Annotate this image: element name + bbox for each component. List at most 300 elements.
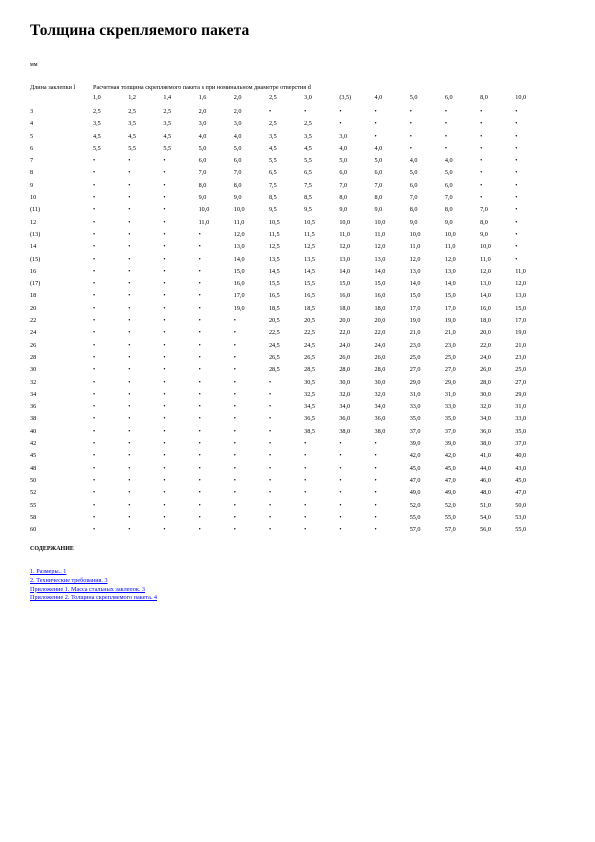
thickness-cell: • bbox=[128, 390, 131, 398]
thickness-cell: 22,5 bbox=[304, 329, 315, 337]
thickness-cell: 20,5 bbox=[268, 317, 280, 325]
thickness-cell: • bbox=[93, 292, 96, 300]
table-row bbox=[30, 278, 550, 290]
thickness-cell: • bbox=[198, 230, 201, 238]
thickness-cell: 19,0 bbox=[409, 317, 421, 325]
diameter-header-cell: 3,0 bbox=[304, 94, 312, 101]
thickness-cell: 19,0 bbox=[515, 329, 527, 337]
thickness-cell: • bbox=[93, 403, 96, 411]
thickness-cell: 29,0 bbox=[515, 390, 527, 398]
table-row bbox=[30, 352, 550, 364]
thickness-cell: • bbox=[198, 476, 201, 484]
thickness-cell: • bbox=[163, 169, 166, 177]
thickness-cell: 2,5 bbox=[268, 120, 277, 128]
thickness-cell: 40,0 bbox=[515, 452, 527, 460]
thickness-cell: • bbox=[515, 144, 518, 152]
thickness-cell: • bbox=[93, 230, 96, 238]
thickness-cell: • bbox=[198, 415, 201, 423]
thickness-cell: 12,5 bbox=[268, 243, 280, 251]
thickness-cell: • bbox=[198, 501, 201, 509]
thickness-cell: 8,0 bbox=[233, 181, 242, 189]
thickness-cell: • bbox=[268, 476, 272, 484]
thickness-cell: 8,0 bbox=[480, 218, 488, 226]
thickness-cell: • bbox=[480, 132, 483, 140]
thickness-cell: • bbox=[339, 526, 342, 534]
thickness-cell: 20,0 bbox=[374, 317, 386, 325]
rivet-length-cell: 32 bbox=[30, 378, 37, 386]
rivet-length-cell: 18 bbox=[30, 292, 37, 300]
rivet-length-cell: 6 bbox=[30, 144, 34, 152]
thickness-cell: • bbox=[339, 440, 342, 448]
thickness-cell: • bbox=[374, 501, 377, 509]
thickness-cell: 21,0 bbox=[409, 329, 421, 337]
thickness-cell: 23,0 bbox=[515, 353, 527, 361]
rivet-length-cell: 22 bbox=[30, 317, 37, 325]
length-header: Длина заклепки l bbox=[30, 84, 76, 91]
thickness-cell: 15,0 bbox=[409, 292, 421, 300]
rivet-length-cell: 24 bbox=[30, 329, 37, 337]
thickness-cell: 4,5 bbox=[268, 144, 277, 152]
thickness-cell: 30,0 bbox=[480, 390, 491, 398]
thickness-cell: 6,0 bbox=[409, 181, 418, 189]
rivet-length-cell: 4 bbox=[30, 120, 34, 128]
thickness-cell: 56,0 bbox=[480, 526, 491, 534]
thickness-cell: 17,0 bbox=[444, 304, 456, 312]
thickness-cell: 47,0 bbox=[444, 476, 456, 484]
thickness-cell: 34,0 bbox=[480, 415, 491, 423]
thickness-cell: 47,0 bbox=[515, 489, 527, 497]
thickness-cell: • bbox=[163, 157, 166, 165]
thickness-cell: • bbox=[128, 403, 131, 411]
thickness-cell: • bbox=[198, 440, 201, 448]
rivet-length-cell: 38 bbox=[30, 415, 37, 423]
thickness-cell: 6,5 bbox=[304, 169, 312, 177]
thickness-cell: 3,0 bbox=[233, 120, 242, 128]
table-row bbox=[30, 204, 550, 216]
toc-link[interactable]: 2. Технические требования. 3 bbox=[30, 576, 108, 584]
table-row bbox=[30, 364, 550, 376]
table-row bbox=[30, 450, 550, 462]
thickness-cell: • bbox=[233, 317, 236, 325]
thickness-cell: 17,0 bbox=[515, 317, 527, 325]
thickness-cell: 37,0 bbox=[515, 440, 527, 448]
thickness-cell: 55,0 bbox=[444, 513, 456, 521]
thickness-cell: • bbox=[339, 476, 342, 484]
thickness-cell: • bbox=[93, 390, 96, 398]
thickness-cell: • bbox=[93, 194, 96, 202]
thickness-cell: • bbox=[163, 390, 166, 398]
thickness-cell: 7,0 bbox=[444, 194, 453, 202]
thickness-cell: 13,0 bbox=[233, 243, 245, 251]
thickness-cell: 26,5 bbox=[304, 353, 315, 361]
thickness-cell: • bbox=[128, 452, 131, 460]
table-row bbox=[30, 524, 550, 536]
thickness-cell: 16,0 bbox=[233, 280, 245, 288]
thickness-cell: • bbox=[268, 108, 272, 115]
thickness-cell: 16,5 bbox=[304, 292, 315, 300]
thickness-cell: 35,0 bbox=[409, 415, 421, 423]
rivet-length-cell: 58 bbox=[30, 513, 37, 521]
thickness-cell: • bbox=[233, 353, 236, 361]
thickness-cell: 28,0 bbox=[480, 378, 491, 386]
thickness-cell: • bbox=[163, 378, 166, 386]
thickness-cell: 26,0 bbox=[374, 353, 386, 361]
thickness-cell: 7,0 bbox=[374, 181, 383, 189]
thickness-cell: • bbox=[93, 476, 96, 484]
table-row bbox=[30, 254, 550, 266]
thickness-cell: 8,5 bbox=[268, 194, 277, 202]
thickness-cell: 24,0 bbox=[339, 341, 351, 349]
thickness-cell: 9,0 bbox=[233, 194, 242, 202]
thickness-cell: 34,0 bbox=[339, 403, 351, 411]
thickness-cell: 24,0 bbox=[480, 353, 491, 361]
thickness-cell: • bbox=[93, 206, 96, 214]
thickness-cell: • bbox=[163, 513, 166, 521]
thickness-cell: • bbox=[93, 526, 96, 534]
thickness-cell: • bbox=[163, 341, 166, 349]
thickness-cell: 7,0 bbox=[198, 169, 207, 177]
thickness-cell: • bbox=[268, 378, 272, 386]
thickness-cell: 38,5 bbox=[304, 427, 315, 435]
thickness-cell: 51,0 bbox=[480, 501, 491, 509]
thickness-cell: 22,0 bbox=[374, 329, 386, 337]
thickness-cell: • bbox=[233, 501, 236, 509]
thickness-cell: 15,0 bbox=[374, 280, 386, 288]
thickness-cell: • bbox=[198, 427, 201, 435]
table-row bbox=[30, 241, 550, 253]
thickness-cell: • bbox=[93, 329, 96, 337]
thickness-cell: 12,0 bbox=[233, 230, 245, 238]
thickness-cell: • bbox=[93, 341, 96, 349]
thickness-cell: 13,0 bbox=[339, 255, 351, 263]
thickness-cell: 4,0 bbox=[233, 132, 242, 140]
thickness-cell: • bbox=[304, 440, 307, 448]
thickness-cell: 38,0 bbox=[374, 427, 386, 435]
diameter-header-cell: 2,0 bbox=[233, 94, 242, 101]
thickness-cell: • bbox=[515, 169, 518, 177]
thickness-cell: • bbox=[198, 292, 201, 300]
thickness-cell: • bbox=[515, 218, 518, 226]
thickness-cell: 12,0 bbox=[515, 280, 527, 288]
thickness-cell: 31,0 bbox=[444, 390, 456, 398]
thickness-cell: 36,5 bbox=[304, 415, 315, 423]
thickness-cell: 19,0 bbox=[444, 317, 456, 325]
thickness-cell: 13,0 bbox=[409, 267, 421, 275]
thickness-cell: • bbox=[480, 169, 483, 177]
thickness-cell: • bbox=[198, 341, 201, 349]
rivet-length-cell: 48 bbox=[30, 464, 37, 472]
thickness-cell: • bbox=[128, 427, 131, 435]
rivet-length-cell: 50 bbox=[30, 476, 37, 484]
thickness-cell: • bbox=[128, 464, 131, 472]
rivet-length-cell: 60 bbox=[30, 526, 37, 534]
thickness-cell: • bbox=[480, 108, 483, 115]
table-row bbox=[30, 131, 550, 143]
diameter-header-cell: 1,2 bbox=[128, 94, 136, 101]
rivet-length-cell: 10 bbox=[30, 194, 37, 202]
thickness-cell: • bbox=[163, 255, 166, 263]
thickness-cell: 11,0 bbox=[444, 243, 456, 251]
thickness-cell: 13,5 bbox=[304, 255, 315, 263]
table-row bbox=[30, 413, 550, 425]
thickness-cell: 55,0 bbox=[515, 526, 527, 534]
thickness-cell: • bbox=[444, 108, 448, 115]
thickness-cell: 35,0 bbox=[444, 415, 456, 423]
thickness-cell: 3,5 bbox=[163, 120, 172, 128]
thickness-cell: 12,0 bbox=[444, 255, 456, 263]
thickness-cell: 4,0 bbox=[339, 144, 348, 152]
thickness-cell: 30,0 bbox=[374, 378, 386, 386]
thickness-cell: • bbox=[374, 108, 377, 115]
thickness-cell: • bbox=[268, 427, 272, 435]
thickness-cell: 3,0 bbox=[198, 120, 207, 128]
thickness-cell: 13,0 bbox=[374, 255, 386, 263]
thickness-cell: • bbox=[233, 329, 236, 337]
table-row bbox=[30, 167, 550, 179]
thickness-cell: • bbox=[198, 452, 201, 460]
thickness-cell: • bbox=[304, 489, 307, 497]
thickness-cell: • bbox=[233, 390, 236, 398]
thickness-cell: • bbox=[233, 513, 236, 521]
diameter-header-cell: 1,6 bbox=[198, 94, 207, 101]
toc-link[interactable]: Приложение 2. Толщина скрепляемого пакета. 4 bbox=[30, 594, 158, 602]
rivet-length-cell: 20 bbox=[30, 304, 37, 312]
thickness-cell: • bbox=[233, 341, 236, 349]
thickness-cell: 15,0 bbox=[444, 292, 456, 300]
thickness-cell: 4,5 bbox=[128, 132, 136, 140]
thickness-cell: • bbox=[128, 366, 131, 374]
thickness-cell: 5,0 bbox=[409, 169, 418, 177]
thickness-cell: • bbox=[304, 452, 307, 460]
thickness-cell: 26,5 bbox=[268, 353, 280, 361]
toc-list bbox=[30, 568, 570, 602]
thickness-cell: 2,0 bbox=[198, 108, 207, 115]
thickness-cell: 33,0 bbox=[515, 415, 527, 423]
thickness-cell: 36,0 bbox=[339, 415, 351, 423]
table-row bbox=[30, 500, 550, 512]
table-row bbox=[30, 229, 550, 241]
thickness-cell: 8,0 bbox=[339, 194, 348, 202]
thickness-cell: 12,0 bbox=[374, 243, 386, 251]
diameter-header-cell: (3,5) bbox=[339, 94, 352, 101]
thickness-cell: • bbox=[233, 489, 236, 497]
table-row bbox=[30, 217, 550, 229]
thickness-cell: • bbox=[233, 378, 236, 386]
table-row bbox=[30, 327, 550, 339]
thickness-cell: • bbox=[268, 452, 272, 460]
thickness-cell: • bbox=[128, 218, 131, 226]
thickness-cell: • bbox=[128, 267, 131, 275]
thickness-cell: • bbox=[198, 366, 201, 374]
thickness-cell: • bbox=[233, 526, 236, 534]
thickness-cell: 14,0 bbox=[374, 267, 386, 275]
thickness-cell: • bbox=[515, 157, 518, 165]
thickness-cell: 12,0 bbox=[409, 255, 421, 263]
thickness-cell: 21,0 bbox=[444, 329, 456, 337]
thickness-cell: 18,0 bbox=[374, 304, 386, 312]
thickness-cell: 28,5 bbox=[268, 366, 280, 374]
thickness-cell: • bbox=[268, 403, 272, 411]
thickness-cell: • bbox=[374, 489, 377, 497]
rivet-length-cell: (11) bbox=[30, 206, 41, 214]
thickness-cell: 52,0 bbox=[444, 501, 456, 509]
thickness-cell: • bbox=[93, 181, 96, 189]
thickness-cell: 10,0 bbox=[409, 230, 421, 238]
thickness-cell: • bbox=[93, 378, 96, 386]
thickness-cell: • bbox=[304, 476, 307, 484]
thickness-cell: • bbox=[480, 144, 483, 152]
thickness-cell: 20,0 bbox=[480, 329, 491, 337]
thickness-cell: 54,0 bbox=[480, 513, 491, 521]
thickness-cell: 10,5 bbox=[304, 218, 315, 226]
thickness-cell: 5,0 bbox=[444, 169, 453, 177]
rivet-length-cell: 5 bbox=[30, 132, 34, 140]
thickness-cell: 29,0 bbox=[409, 378, 421, 386]
thickness-cell: • bbox=[163, 230, 166, 238]
thickness-cell: • bbox=[409, 120, 412, 128]
thickness-cell: 43,0 bbox=[515, 464, 527, 472]
thickness-cell: • bbox=[480, 120, 483, 128]
thickness-cell: 5,0 bbox=[198, 144, 207, 152]
diameter-header-cell: 4,0 bbox=[374, 94, 383, 101]
thickness-cell: 10,0 bbox=[198, 206, 210, 214]
toc-title: СОДЕРЖАНИЕ bbox=[30, 546, 74, 553]
thickness-cell: • bbox=[93, 513, 96, 521]
thickness-cell: • bbox=[480, 194, 483, 202]
rivet-length-cell: 12 bbox=[30, 218, 37, 226]
thickness-cell: • bbox=[339, 464, 342, 472]
thickness-cell: • bbox=[198, 317, 201, 325]
thickness-table bbox=[30, 84, 550, 536]
thickness-cell: 4,0 bbox=[198, 132, 207, 140]
thickness-cell: 36,0 bbox=[480, 427, 491, 435]
thickness-cell: • bbox=[198, 304, 201, 312]
thickness-cell: 14,0 bbox=[444, 280, 456, 288]
rivet-length-cell: 16 bbox=[30, 267, 37, 275]
thickness-cell: 8,0 bbox=[374, 194, 383, 202]
thickness-cell: • bbox=[93, 427, 96, 435]
thickness-cell: • bbox=[374, 440, 377, 448]
thickness-cell: • bbox=[93, 243, 96, 251]
thickness-cell: • bbox=[128, 489, 131, 497]
table-row bbox=[30, 315, 550, 327]
thickness-cell: • bbox=[480, 157, 483, 165]
thickness-cell: 18,0 bbox=[480, 317, 491, 325]
thickness-cell: • bbox=[409, 108, 412, 115]
table-row bbox=[30, 266, 550, 278]
thickness-cell: 4,0 bbox=[444, 157, 453, 165]
thickness-cell: 45,0 bbox=[444, 464, 456, 472]
thickness-cell: • bbox=[409, 132, 412, 140]
toc-link[interactable]: 1. Размеры.. 1 bbox=[30, 568, 67, 576]
diameter-header-cell: 2,5 bbox=[268, 94, 277, 101]
thickness-cell: • bbox=[93, 489, 96, 497]
thickness-cell: • bbox=[163, 292, 166, 300]
thickness-cell: 5,5 bbox=[268, 157, 277, 165]
thickness-cell: • bbox=[128, 157, 131, 165]
thickness-cell: • bbox=[128, 378, 131, 386]
thickness-cell: • bbox=[128, 353, 131, 361]
thickness-cell: • bbox=[233, 366, 236, 374]
thickness-cell: • bbox=[163, 464, 166, 472]
thickness-cell: • bbox=[128, 440, 131, 448]
thickness-cell: 14,0 bbox=[339, 267, 351, 275]
thickness-cell: • bbox=[128, 513, 131, 521]
thickness-cell: 22,0 bbox=[339, 329, 351, 337]
table-row bbox=[30, 401, 550, 413]
thickness-cell: 15,5 bbox=[268, 280, 280, 288]
thickness-header: Расчетная толщина скрепляемого пакета s при номинальном диаметре отверстия d bbox=[93, 84, 311, 91]
thickness-cell: • bbox=[268, 464, 272, 472]
thickness-cell: 12,5 bbox=[304, 243, 315, 251]
thickness-cell: • bbox=[163, 206, 166, 214]
thickness-cell: • bbox=[198, 526, 201, 534]
rivet-length-cell: 8 bbox=[30, 169, 34, 177]
thickness-cell: 32,0 bbox=[374, 390, 386, 398]
thickness-cell: 57,0 bbox=[444, 526, 456, 534]
thickness-cell: • bbox=[374, 464, 377, 472]
thickness-cell: 3,5 bbox=[128, 120, 136, 128]
thickness-cell: • bbox=[163, 366, 166, 374]
thickness-cell: 11,0 bbox=[339, 230, 350, 238]
thickness-cell: • bbox=[128, 526, 131, 534]
thickness-cell: • bbox=[198, 403, 201, 411]
thickness-cell: 9,0 bbox=[444, 218, 453, 226]
table-row bbox=[30, 192, 550, 204]
thickness-cell: 18,5 bbox=[268, 304, 280, 312]
diameter-header-cell: 6,0 bbox=[444, 94, 453, 101]
toc-link[interactable]: Приложение 1. Масса стальных заклепок. 3 bbox=[30, 585, 146, 593]
thickness-cell: 30,5 bbox=[304, 378, 315, 386]
thickness-cell: 18,0 bbox=[339, 304, 351, 312]
thickness-cell: • bbox=[93, 280, 96, 288]
thickness-cell: 8,0 bbox=[444, 206, 453, 214]
thickness-cell: • bbox=[128, 317, 131, 325]
thickness-cell: • bbox=[339, 108, 342, 115]
table-row bbox=[30, 340, 550, 352]
diameter-header-cell: 8,0 bbox=[480, 94, 488, 101]
thickness-cell: • bbox=[128, 280, 131, 288]
thickness-cell: 32,0 bbox=[339, 390, 351, 398]
thickness-cell: 55,0 bbox=[409, 513, 421, 521]
thickness-cell: 29,0 bbox=[444, 378, 456, 386]
rivet-length-cell: 42 bbox=[30, 440, 37, 448]
thickness-cell: 15,0 bbox=[233, 267, 245, 275]
table-row bbox=[30, 180, 550, 192]
thickness-cell: 28,0 bbox=[374, 366, 386, 374]
thickness-cell: • bbox=[339, 489, 342, 497]
thickness-cell: 37,0 bbox=[409, 427, 421, 435]
thickness-cell: • bbox=[128, 181, 131, 189]
thickness-cell: 11,0 bbox=[515, 267, 526, 275]
thickness-cell: • bbox=[93, 267, 96, 275]
thickness-cell: • bbox=[198, 280, 201, 288]
thickness-cell: • bbox=[163, 280, 166, 288]
thickness-cell: 5,5 bbox=[304, 157, 312, 165]
thickness-cell: 10,0 bbox=[374, 218, 386, 226]
thickness-cell: 18,5 bbox=[304, 304, 315, 312]
thickness-cell: 2,0 bbox=[233, 108, 242, 115]
thickness-cell: 19,0 bbox=[233, 304, 245, 312]
table-row bbox=[30, 463, 550, 475]
thickness-cell: • bbox=[268, 501, 272, 509]
thickness-cell: • bbox=[515, 120, 518, 128]
table-row bbox=[30, 303, 550, 315]
thickness-cell: 37,0 bbox=[444, 427, 456, 435]
thickness-cell: • bbox=[163, 440, 166, 448]
rivet-length-cell: 28 bbox=[30, 353, 37, 361]
rivet-length-cell: 9 bbox=[30, 181, 34, 189]
